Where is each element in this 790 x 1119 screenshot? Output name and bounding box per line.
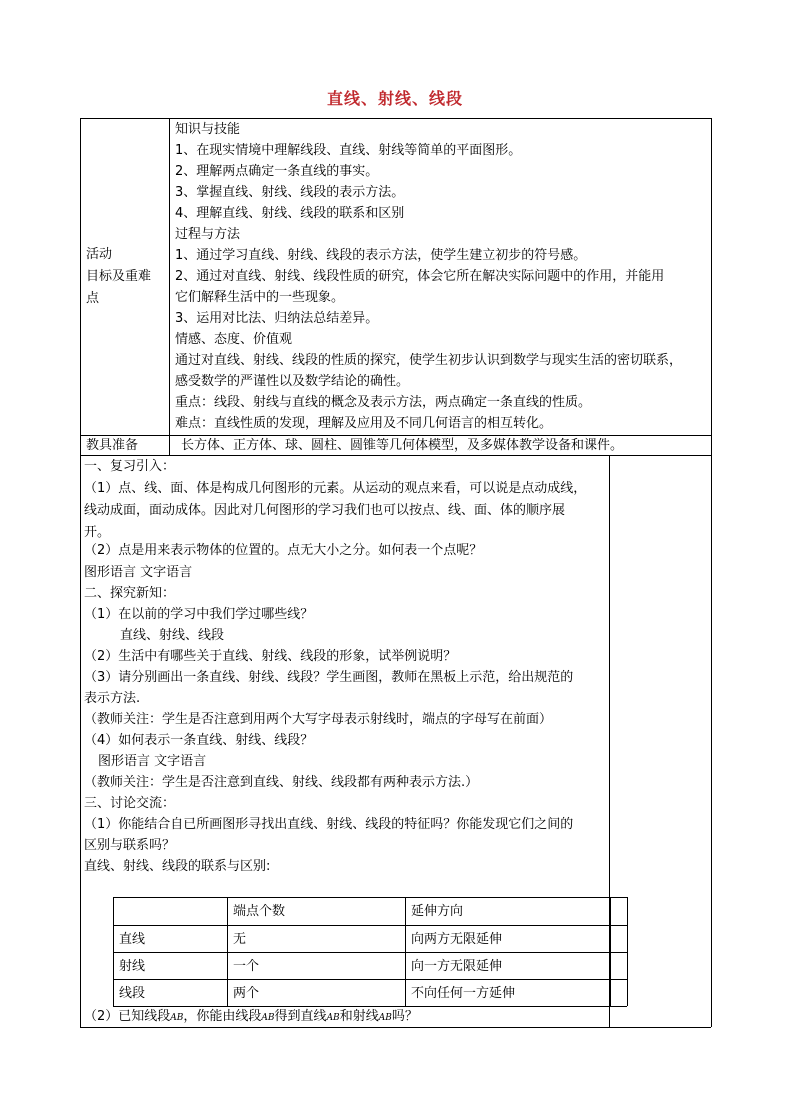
compare-table-border xyxy=(610,897,611,1006)
objective-line: 2、通过对直线、射线、线段性质的研究，体会它所在解决实际问题中的作用，并能用 xyxy=(175,269,665,284)
process-line: 开。 xyxy=(84,525,111,540)
objective-line: 3、掌握直线、射线、线段的表示方法。 xyxy=(175,185,405,200)
table-border-left xyxy=(80,118,81,1027)
objective-line: 1、在现实情境中理解线段、直线、射线等简单的平面图形。 xyxy=(175,143,522,158)
table-border-right xyxy=(711,118,712,1027)
compare-cell: 一个 xyxy=(233,959,260,974)
line-ab-label: AB xyxy=(326,1013,340,1023)
compare-cell: 两个 xyxy=(233,986,260,1001)
process-line: 线动成面，面动成体。因此对几何图形的学习我们也可以按点、线、面、体的顺序展 xyxy=(84,503,566,518)
final-text: ，你能由线段 xyxy=(183,1009,262,1024)
process-line: 图形语言 文字语言 xyxy=(98,754,207,769)
objective-line: 它们解释生活中的一些现象。 xyxy=(175,290,345,305)
compare-table-border xyxy=(113,925,627,926)
objective-line: 情感、态度、价值观 xyxy=(175,332,293,347)
compare-cell: 直线 xyxy=(119,932,146,947)
final-text: 和射线 xyxy=(339,1009,379,1024)
compare-header-cell: 延伸方向 xyxy=(411,904,464,919)
process-line: 直线、射线、线段 xyxy=(120,628,225,643)
process-line: 三、讨论交流： xyxy=(84,796,176,811)
prep-text: 长方体、正方体、球、圆柱、圆锥等几何体模型，及多媒体教学设备和课件。 xyxy=(181,438,624,453)
compare-cell: 射线 xyxy=(119,959,146,974)
compare-cell: 无 xyxy=(233,932,247,947)
compare-table-border xyxy=(113,979,627,980)
objective-line: 知识与技能 xyxy=(175,122,241,137)
compare-cell: 不向任何一方延伸 xyxy=(411,986,516,1001)
objective-line: 1、通过学习直线、射线、线段的表示方法，使学生建立初步的符号感。 xyxy=(175,248,587,263)
process-line: （2）生活中有哪些关于直线、射线、线段的形象，试举例说明？ xyxy=(84,649,457,664)
prep-label: 教具准备 xyxy=(86,438,139,453)
compare-cell: 线段 xyxy=(119,986,146,1001)
label-column-divider xyxy=(169,118,170,455)
document-title: 直线、射线、线段 xyxy=(326,89,463,108)
process-line: （4）如何表示一条直线、射线、线段？ xyxy=(84,733,314,748)
process-line: 区别与联系吗？ xyxy=(84,838,176,853)
compare-header-cell: 端点个数 xyxy=(233,904,286,919)
process-line: 一、复习引入： xyxy=(84,459,176,474)
process-line: 图形语言 文字语言 xyxy=(84,565,193,580)
final-text: （2）已知线段 xyxy=(84,1009,171,1024)
objective-line: 过程与方法 xyxy=(175,227,241,242)
process-line: （教师关注：学生是否注意到用两个大写字母表示射线时，端点的字母写在前面） xyxy=(84,712,553,727)
final-text: 吗？ xyxy=(391,1009,418,1024)
process-line: （1）点、线、面、体是构成几何图形的元素。从运动的观点来看，可以说是点动成线， xyxy=(84,481,587,496)
compare-table-border xyxy=(113,897,627,898)
compare-cell: 向两方无限延伸 xyxy=(411,932,503,947)
process-line: （3）请分别画出一条直线、射线、线段？学生画图，教师在黑板上示范，给出规范的 xyxy=(84,670,574,685)
compare-cell: 向一方无限延伸 xyxy=(411,959,503,974)
objective-line: 通过对直线、射线、线段的性质的探究，使学生初步认识到数学与现实生活的密切联系， xyxy=(175,353,683,368)
segment-ab-label: AB xyxy=(170,1013,184,1023)
process-line: （1）你能结合自已所画图形寻找出直线、射线、线段的特征吗？你能发现它们之间的 xyxy=(84,817,574,832)
objective-line: 重点：线段、射线与直线的概念及表示方法，两点确定一条直线的性质。 xyxy=(175,395,592,410)
compare-table-border xyxy=(627,897,628,1006)
compare-table-border xyxy=(113,952,627,953)
objective-line: 感受数学的严谨性以及数学结论的确性。 xyxy=(175,374,410,389)
process-line: 表示方法. xyxy=(84,691,141,706)
compare-table-border xyxy=(405,897,406,1006)
process-line: （教师关注：学生是否注意到直线、射线、线段都有两种表示方法.） xyxy=(84,775,479,790)
process-final-line xyxy=(84,1006,418,1029)
process-line: （1）在以前的学习中我们学过哪些线？ xyxy=(84,607,314,622)
ray-ab-label: AB xyxy=(378,1013,392,1023)
process-line: （2）点是用来表示物体的位置的。点无大小之分。如何表一个点呢？ xyxy=(84,543,483,558)
compare-table-border xyxy=(113,897,114,1006)
objective-line: 4、理解直线、射线、线段的联系和区别 xyxy=(175,206,405,221)
objectives-label: 目标及重难 xyxy=(86,269,152,284)
segment-ab-label: AB xyxy=(261,1013,275,1023)
objectives-label: 活动 xyxy=(86,247,113,262)
objective-line: 2、理解两点确定一条直线的事实。 xyxy=(175,164,379,179)
objective-line: 难点：直线性质的发现，理解及应用及不同几何语言的相互转化。 xyxy=(175,416,553,431)
process-line: 二、探究新知： xyxy=(84,586,176,601)
objective-line: 3、运用对比法、归纳法总结差异。 xyxy=(175,311,379,326)
final-text: 得到直线 xyxy=(274,1009,327,1024)
objectives-label: 点 xyxy=(86,291,100,306)
process-line: 直线、射线、线段的联系与区别: xyxy=(84,859,271,874)
compare-table-border xyxy=(227,897,228,1006)
